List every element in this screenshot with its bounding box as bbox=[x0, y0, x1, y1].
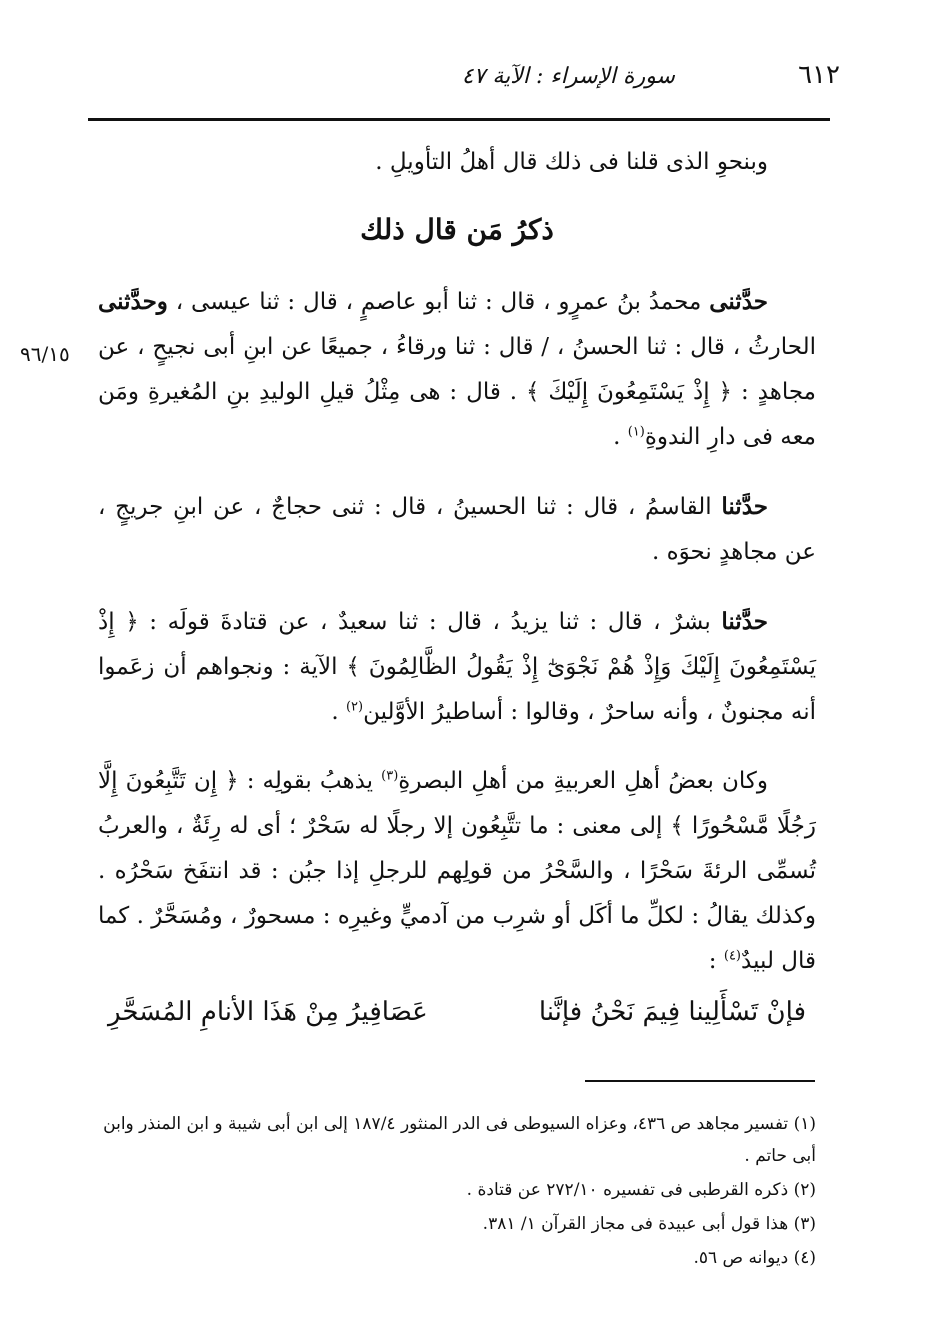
verse-second-hemistich: عَصَافِيرُ مِنْ هَذَا الأنامِ المُسَحَّرِ bbox=[108, 997, 428, 1027]
footnote-rule bbox=[585, 1080, 815, 1082]
paragraph-2-end: . bbox=[613, 424, 628, 450]
paragraph-4 bbox=[98, 599, 816, 735]
paragraph-5-end: : bbox=[708, 948, 724, 974]
paragraph-5-text-a: وكان بعضُ أهلِ العربيةِ من أهلِ البصرةِ bbox=[398, 768, 768, 794]
page-number: ٦١٢ bbox=[798, 60, 840, 90]
footnote-4: (٤) ديوانه ص ٥٦. bbox=[693, 1248, 816, 1268]
paragraph-3-text: القاسمُ ، قال : ثنا الحسينُ ، قال : ثنى حجاجٌ ، عن ابنِ جريجٍ ، عن مجاهدٍ نحوَه . bbox=[98, 494, 816, 565]
hadith-lead: حدَّثنى bbox=[709, 288, 768, 315]
footnote-marker-1: (١) bbox=[627, 424, 645, 440]
hadith-lead-2: وحدَّثنى bbox=[98, 288, 168, 315]
paragraph-4-text: بشرٌ ، قال : ثنا يزيدُ ، قال : ثنا سعيدٌ ، عن قتادةَ قولَه : ﴿ إِذْ يَسْتَمِعُونَ إِلَيْكَ وَإِذْ هُمْ نَجْوَىٰٓ إِذْ يَقُولُ الظَّالِمُونَ ﴾ الآية : ونجواهم أن زعَموا أنه مجنونٌ ، وأنه ساحرٌ ، وقالوا : أساطيرُ الأوَّلين bbox=[98, 609, 816, 725]
paragraph-1: وبنحوِ الذى قلنا فى ذلك قال أهلُ التأويلِ . bbox=[375, 149, 768, 175]
footnote-3: (٣) هذا قول أبى عبيدة فى مجاز القرآن ١/ ٣٨١. bbox=[482, 1214, 816, 1234]
verse-first-hemistich: فإنْ تَسْأَلِينا فِيمَ نَحْنُ فإنَّنا bbox=[538, 997, 806, 1027]
paragraph-2-text-a: محمدُ بنُ عمرٍو ، قال : ثنا أبو عاصمٍ ، قال : ثنا عيسى ، bbox=[167, 289, 710, 315]
hadith-lead-3: حدَّثنا bbox=[721, 493, 768, 520]
footnote-marker-2: (٢) bbox=[345, 699, 364, 715]
main-text bbox=[98, 140, 816, 1035]
footnote-1: (١) تفسير مجاهد ص ٤٣٦، وعزاه السيوطى فى الدر المنثور ١٨٧/٤ إلى ابن أبى شيبة و ابن المنذر وابن أبى حاتم . bbox=[103, 1114, 816, 1166]
footnote-2: (٢) ذكره القرطبى فى تفسيره ٢٧٢/١٠ عن قتادة . bbox=[466, 1180, 816, 1200]
paragraph-5 bbox=[98, 759, 816, 984]
margin-reference: ٩٦/١٥ bbox=[20, 342, 70, 366]
paragraph-2 bbox=[98, 279, 816, 460]
paragraph-5-text-b: يذهبُ بقولِه : ﴿ إِن تَتَّبِعُونَ إِلَّا رَجُلًا مَّسْحُورًا ﴾ إلى معنى : ما تتَّبِعُون إلا رجلًا له سَحْرٌ ؛ أى له رِئَةٌ ، والعربُ تُسمِّى الرئةَ سَحْرًا ، والسَّحْرُ من قولِهم للرجلِ إذا جبُن : قد انتفَخ سَحْرُه . وكذلك يقالُ : لكلِّ ما أكَل أو شرِب من آدميٍّ وغيرِه : مسحورٌ ، ومُسَحَّرٌ . كما قال لبيدٌ bbox=[98, 768, 816, 974]
paragraph-3 bbox=[98, 484, 816, 575]
paragraph-4-end: . bbox=[331, 699, 346, 725]
hadith-lead-4: حدَّثنا bbox=[721, 608, 768, 635]
footnote-marker-4: (٤) bbox=[723, 948, 741, 964]
running-title: سورة الإسراء : الآية ٤٧ bbox=[461, 64, 675, 89]
header-rule bbox=[88, 118, 830, 121]
footnotes bbox=[98, 1108, 816, 1276]
footnote-marker-3: (٣) bbox=[381, 768, 399, 784]
poetry-verse bbox=[98, 990, 816, 1035]
paragraph-2-text-b: الحارثُ ، قال : ثنا الحسنُ ، / قال : ثنا ورقاءُ ، جميعًا عن ابنِ أبى نجيحٍ ، عن مجاهدٍ : ﴿ إِذْ يَسْتَمِعُونَ إِلَيْكَ ﴾ . قال : هى مِثْلُ قيلِ الوليدِ بنِ المُغيرةِ ومَن معه فى دارِ الندوةِ bbox=[98, 334, 816, 450]
section-heading: ذكرُ مَن قال ذلك bbox=[360, 213, 554, 246]
